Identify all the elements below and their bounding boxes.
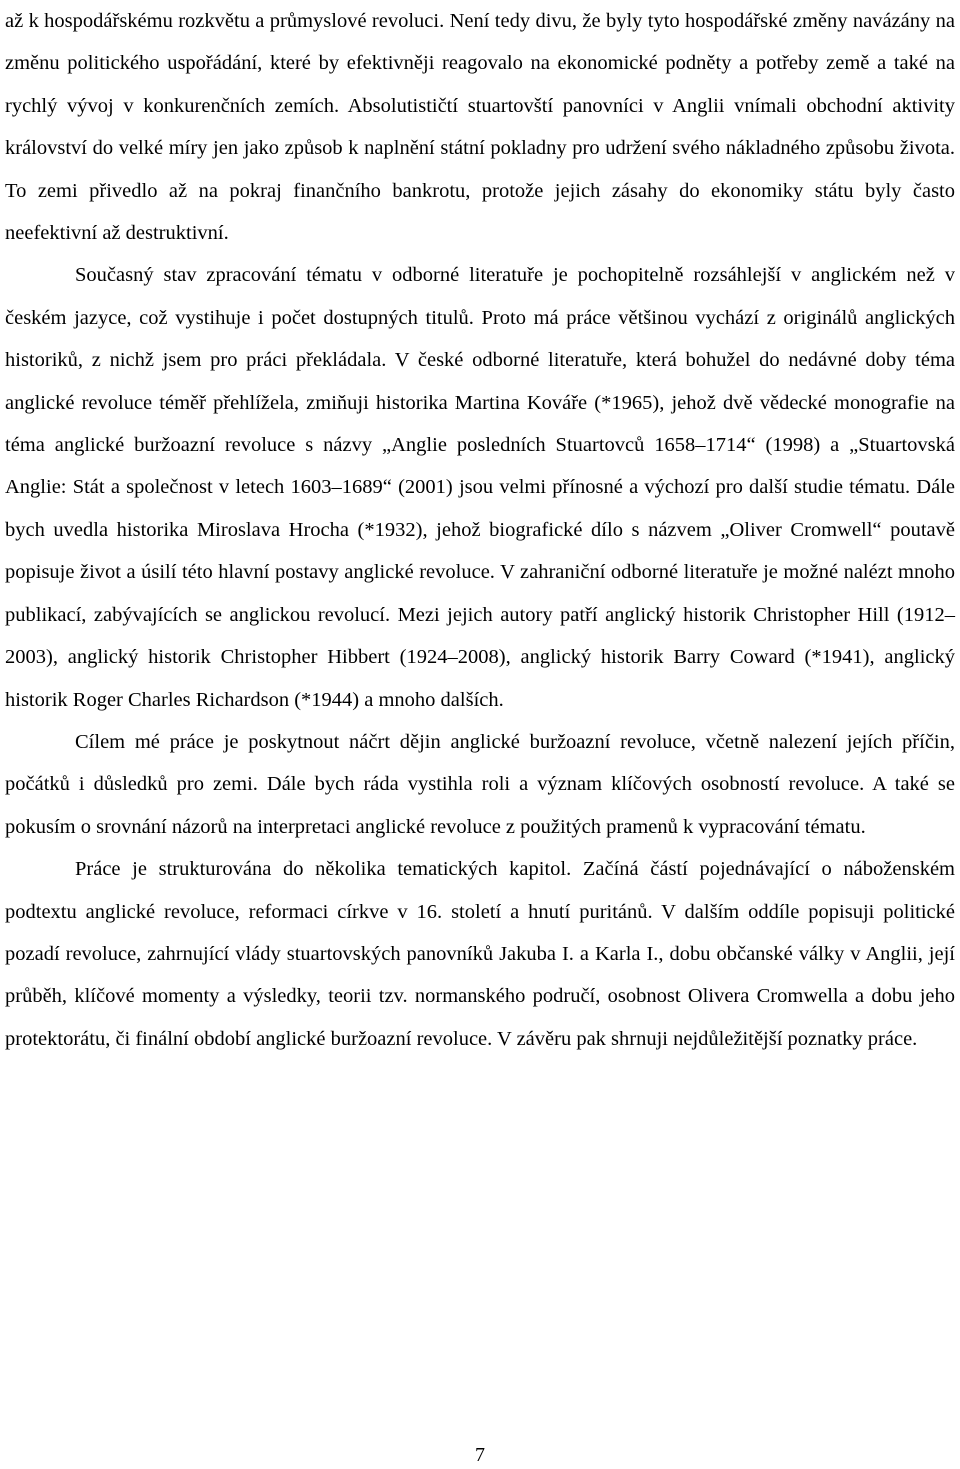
document-page — [5, 0, 955, 1060]
paragraph-continuation: až k hospodářskému rozkvětu a průmyslové revoluci. Není tedy divu, že byly tyto hospodářské změny navázány na změnu politického uspořádání, které by efektivněji reagovalo na ekonomické podněty a potřeby země a také na rychlý vývoj v konkurenčních zemích. Absolutističtí stuartovští panovníci v Anglii vnímali obchodní aktivity království do velké míry jen jako způsob k naplnění státní pokladny pro udržení svého nákladného způsobu života. To zemi přivedlo až na pokraj finančního bankrotu, protože jejich zásahy do ekonomiky státu byly často neefektivní až destruktivní. — [5, 10, 955, 245]
paragraph-aims: Cílem mé práce je poskytnout náčrt dějin anglické buržoazní revoluce, včetně nalezení jejích příčin, počátků i důsledků pro zemi. Dále bych ráda vystihla roli a význam klíčových osobností revoluce. A také se pokusím o srovnání názorů na interpretaci anglické revoluce z použitých pramenů k vypracování tématu. — [5, 730, 955, 838]
paragraph-structure: Práce je strukturována do několika tematických kapitol. Začíná částí pojednávající o náboženském podtextu anglické revoluce, reformaci církve v 16. století a hnutí puritánů. V dalším oddíle popisuji politické pozadí revoluce, zahrnující vlády stuartovských panovníků Jakuba I. a Karla I., dobu občanské války v Anglii, její průběh, klíčové momenty a výsledky, teorii tzv. normanského područí, osobnost Olivera Cromwella a dobu jeho protektorátu, či finální období anglické buržoazní revoluce. V závěru pak shrnuji nejdůležitější poznatky práce. — [5, 858, 955, 1050]
page-number: 7 — [475, 1444, 485, 1466]
paragraph-literature-review: Současný stav zpracování tématu v odborné literatuře je pochopitelně rozsáhlejší v anglickém než v českém jazyce, což vystihuje i počet dostupných titulů. Proto má práce většinou vychází z originálů anglických historiků, z nichž jsem pro práci překládala. V české odborné literatuře, která bohužel do nedávné doby téma anglické revoluce téměř přehlížela, zmiňuji historika Martina Kováře (*1965), jehož dvě vědecké monografie na téma anglické buržoazní revoluce s názvy „Anglie posledních Stuartovců 1658–1714“ (1998) a „Stuartovská Anglie: Stát a společnost v letech 1603–1689“ (2001) jsou velmi přínosné a výchozí pro další studie tématu. Dále bych uvedla historika Miroslava Hrocha (*1932), jehož biografické dílo s názvem „Oliver Cromwell“ poutavě popisuje život a úsilí této hlavní postavy anglické revoluce. V zahraniční odborné literatuře je možné nalézt mnoho publikací, zabývajících se anglickou revolucí. Mezi jejich autory patří anglický historik Christopher Hill (1912–2003), anglický historik Christopher Hibbert (1924–2008), anglický historik Barry Coward (*1941), anglický historik Roger Charles Richardson (*1944) a mnoho dalších. — [5, 264, 955, 711]
